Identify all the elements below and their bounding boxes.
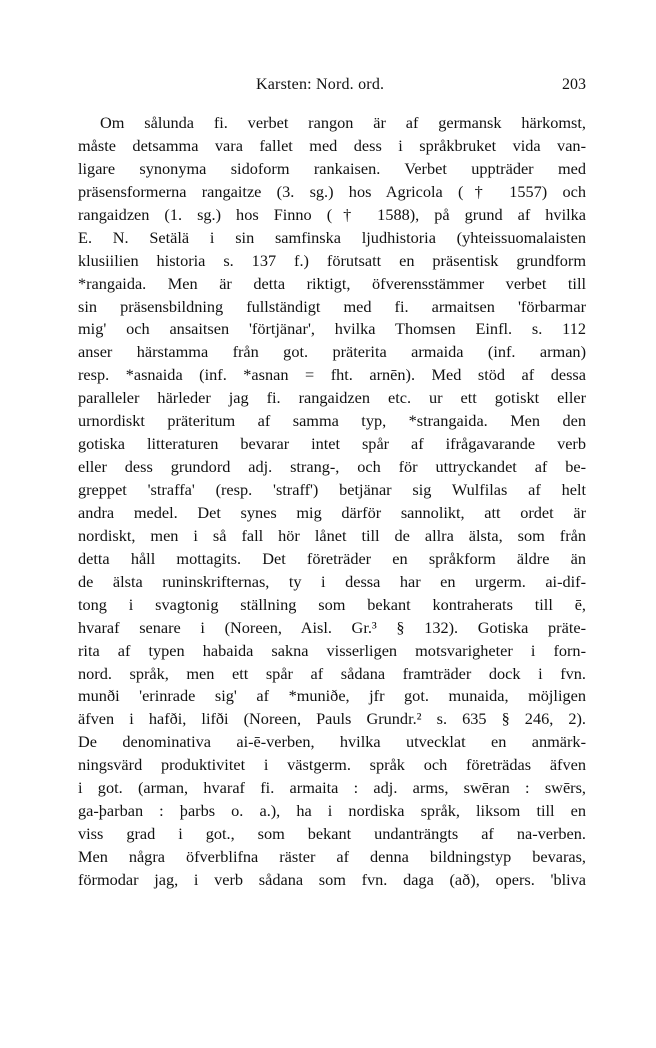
text-line: präsensformerna rangaitze (3. sg.) hos Agricola († 1557) och [78,181,586,201]
text-line: resp. *asnaida (inf. *asnan = fht. arnēn). Med stöd af dessa [78,365,586,385]
text-line: de älsta runinskrifternas, ty i dessa har en urgerm. ai-dif- [78,571,586,591]
text-line: rita af typen habaida sakna visserligen motsvarigheter i forn- [78,640,586,660]
text-line: nord. språk, men ett spår af sådana framträder dock i fvn. [78,663,586,683]
text-line: hvaraf senare i (Noreen, Aisl. Gr.³ § 132). Gotiska präte- [78,617,586,637]
text-line: E. N. Setälä i sin samfinska ljudhistoria (yhteissuomalaisten [78,227,586,247]
text-line: klusiilien historia s. 137 f.) förutsatt en präsentisk grundform [78,250,586,270]
text-line: måste detsamma vara fallet med dess i språkbruket vida van- [78,135,586,155]
text-line: munði 'erinrade sig' af *muniðe, jfr got. munaida, möjligen [78,686,586,706]
text-line: paralleler härleder jag fi. rangaidzen etc. ur ett gotiskt eller [78,388,586,408]
text-line: viss grad i got., som bekant undanträngts af na-verben. [78,824,586,844]
body-text [78,112,586,892]
text-line: sin präsensbildning fullständigt med fi. armaitsen 'förbarmar [78,296,586,316]
text-line: *rangaida. Men är detta riktigt, öfverensstämmer verbet till [78,273,586,293]
text-line: tong i svagtonig ställning som bekant kontraherats till ē, [78,594,586,614]
text-line: äfven i hafði, lifði (Noreen, Pauls Grundr.² s. 635 § 246, 2). [78,709,586,729]
text-line: urnordiskt präteritum af samma typ, *strangaida. Men den [78,411,586,431]
text-line: Om sålunda fi. verbet rangon är af germansk härkomst, [100,113,586,132]
text-line: gotiska litteraturen bevarar intet spår af ifrågavarande verb [78,434,586,454]
text-line: rangaidzen (1. sg.) hos Finno († 1588), på grund af hvilka [78,204,586,224]
text-line: anser härstamma från got. präterita armaida (inf. arman) [78,342,586,362]
text-line: i got. (arman, hvaraf fi. armaita : adj. arms, swēran : swērs, [78,778,586,798]
page-number: 203 [562,76,586,93]
text-line: Men några öfverblifna räster af denna bildningstyp bevaras, [78,847,586,866]
text-line: mig' och ansaitsen 'förtjänar', hvilka Thomsen Einfl. s. 112 [78,319,586,339]
text-line: ningsvärd produktivitet i västgerm. språk och företrädas äfven [78,755,586,775]
text-line: nordiskt, men i så fall hör lånet till de allra älsta, som från [78,525,586,545]
text-line: ligare synonyma sidoform rankaisen. Verbet uppträder med [78,158,586,178]
running-header [78,76,586,98]
running-title: Karsten: Nord. ord. [256,76,385,93]
text-line: eller dess grundord adj. strang-, och för uttryckandet af be- [78,457,586,477]
text-line: ga-þarban : þarbs o. a.), ha i nordiska språk, liksom till en [78,801,586,821]
text-line: detta håll mottagits. Det företräder en språkform äldre än [78,548,586,568]
text-line: De denominativa ai-ē-verben, hvilka utvecklat en anmärk- [78,732,586,752]
text-line: förmodar jag, i verb sådana som fvn. daga (að), opers. 'bliva [78,869,586,889]
text-line: andra medel. Det synes mig därför sannolikt, att ordet är [78,502,586,522]
text-line: greppet 'straffa' (resp. 'straff') betjänar sig Wulfilas af helt [78,480,586,499]
